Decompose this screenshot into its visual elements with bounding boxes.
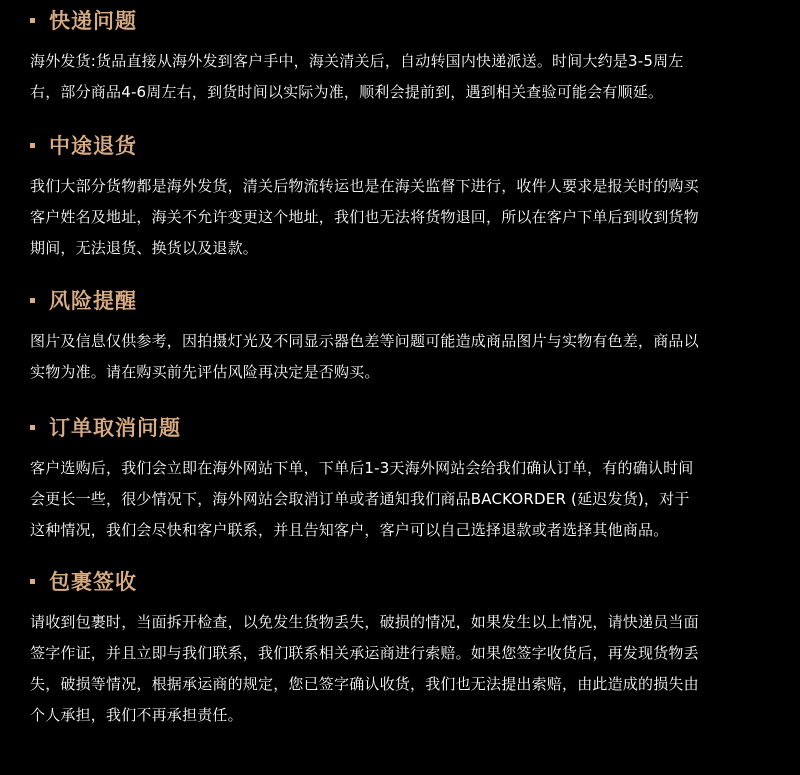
section-title xyxy=(30,129,137,163)
section-body xyxy=(30,171,774,264)
text-line: 签字作证，并且立即与我们联系，我们联系相关承运商进行索赔。如果您签字收货后，再发现货物丢 xyxy=(30,644,699,662)
section-title xyxy=(30,284,137,318)
section-title-text: 风险提醒 xyxy=(49,289,137,313)
section-body xyxy=(30,326,774,388)
text-line: 会更长一些，很少情况下，海外网站会取消订单或者通知我们商品BACKORDER (延迟发货)，对于 xyxy=(30,490,690,508)
text-line: 图片及信息仅供参考，因拍摄灯光及不同显示器色差等问题可能造成商品图片与实物有色差，商品以 xyxy=(30,332,699,350)
text-line: 海外发货:货品直接从海外发到客户手中，海关清关后，自动转国内快递派送。时间大约是3-5周左 xyxy=(30,52,684,70)
text-line: 请收到包裹时，当面拆开检查，以免发生货物丢失，破损的情况，如果发生以上情况，请快递员当面 xyxy=(30,613,699,631)
text-line: 失，破损等情况，根据承运商的规定，您已签字确认收货，我们也无法提出索赔，由此造成的损失由 xyxy=(30,675,699,693)
bullet-icon xyxy=(30,18,35,23)
section-body xyxy=(30,453,774,546)
section-title xyxy=(30,565,137,599)
section-title-text: 订单取消问题 xyxy=(49,416,181,440)
section-title-text: 快递问题 xyxy=(49,9,137,33)
text-line: 期间，无法退货、换货以及退款。 xyxy=(30,239,259,257)
text-line: 我们大部分货物都是海外发货，清关后物流转运也是在海关监督下进行，收件人要求是报关时的购买 xyxy=(30,177,699,195)
bullet-icon xyxy=(30,579,35,584)
bullet-icon xyxy=(30,143,35,148)
section-title-text: 包裹签收 xyxy=(49,570,137,594)
text-line: 右，部分商品4-6周左右，到货时间以实际为准，顺利会提前到，遇到相关查验可能会有顺延。 xyxy=(30,83,664,101)
text-line: 客户姓名及地址，海关不允许变更这个地址，我们也无法将货物退回，所以在客户下单后到收到货物 xyxy=(30,208,699,226)
section-title-text: 中途退货 xyxy=(49,134,137,158)
bullet-icon xyxy=(30,425,35,430)
section-body xyxy=(30,607,774,731)
section-title xyxy=(30,411,181,445)
text-line: 个人承担，我们不再承担责任。 xyxy=(30,706,243,724)
text-line: 这种情况，我们会尽快和客户联系，并且告知客户，客户可以自己选择退款或者选择其他商品。 xyxy=(30,521,669,539)
bullet-icon xyxy=(30,298,35,303)
text-line: 客户选购后，我们会立即在海外网站下单，下单后1-3天海外网站会给我们确认订单，有的确认时间 xyxy=(30,459,694,477)
text-line: 实物为准。请在购买前先评估风险再决定是否购买。 xyxy=(30,363,380,381)
section-body xyxy=(30,46,774,108)
section-title xyxy=(30,4,137,38)
